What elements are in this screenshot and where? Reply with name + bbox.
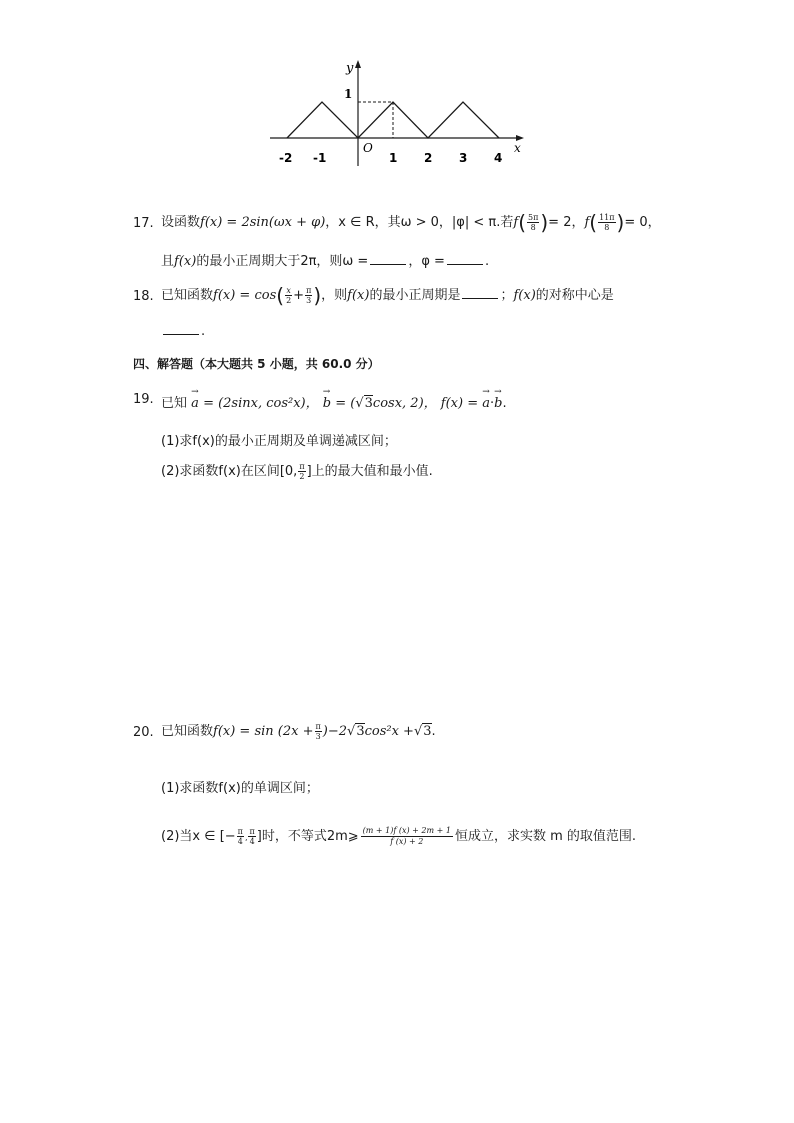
section-heading: 四、解答题（本大题共 5 小题，共 60.0 分）: [133, 357, 380, 371]
question-18-line-2: .: [161, 322, 205, 339]
question-17-line-1: 设函数f(x) = 2sin(ωx + φ)，x ∈ R，其ω > 0，|φ| < π.若f( $\frac{5\pi}{8}$ )= 2，f( $\frac{11\pi}{8}$ )= 0，: [161, 210, 661, 235]
question-19-line-1: 已知 → a = (2sinx, cos²x)， → b = (√3cosx, 2)， f(x) = → a·→ b.: [161, 392, 507, 411]
question-20-part-2: (2)当x ∈ [− $\frac{\pi}{4}$ , $\frac{\pi}{4}$ ]时，不等式2m⩾ $\frac{(m + 1)f (x) + 2m + 1}{f (x) + 2}$ 恒成立，求实数 m 的取值范围.: [161, 826, 637, 846]
one-label: 1: [344, 87, 353, 101]
answer-blank[interactable]: [447, 252, 483, 265]
question-18-line-1: 已知函数f(x) = cos( $\frac{x}{2}$ + $\frac{\pi}{3}$ )，则f(x)的最小正周期是 ；f(x)的对称中心是: [161, 283, 614, 308]
tick-label: 4: [494, 151, 503, 165]
x-axis-label: x: [514, 141, 521, 155]
tick-label: -1: [313, 151, 327, 165]
origin-label: O: [363, 141, 373, 155]
tick-label: -2: [279, 151, 293, 165]
answer-blank[interactable]: [163, 322, 199, 335]
tick-label: 2: [424, 151, 433, 165]
question-number: 17.: [133, 216, 154, 231]
question-20-part-1: (1)求函数f(x)的单调区间；: [161, 781, 319, 796]
question-number: 19.: [133, 392, 154, 407]
y-axis-arrow: [355, 60, 361, 68]
answer-blank[interactable]: [462, 286, 498, 299]
answer-blank[interactable]: [370, 252, 406, 265]
question-number: 20.: [133, 725, 154, 740]
y-axis-label: y: [346, 61, 354, 76]
question-19-part-1: (1)求f(x)的最小正周期及单调递减区间；: [161, 434, 397, 449]
question-20-line-1: 已知函数f(x) = sin (2x + $\frac{\pi}{3}$ )−2√3cos²x +√3.: [161, 722, 436, 741]
tick-label: 1: [389, 151, 398, 165]
question-number: 18.: [133, 289, 154, 304]
function-graph: [262, 52, 542, 174]
question-17-line-2: 且f(x)的最小正周期大于2π，则ω = ，φ = .: [161, 254, 490, 269]
question-19-part-2: (2)求函数f(x)在区间[0, $\frac{\pi}{2}$ ]上的最大值和最小值.: [161, 462, 433, 481]
tick-label: 3: [459, 151, 468, 165]
